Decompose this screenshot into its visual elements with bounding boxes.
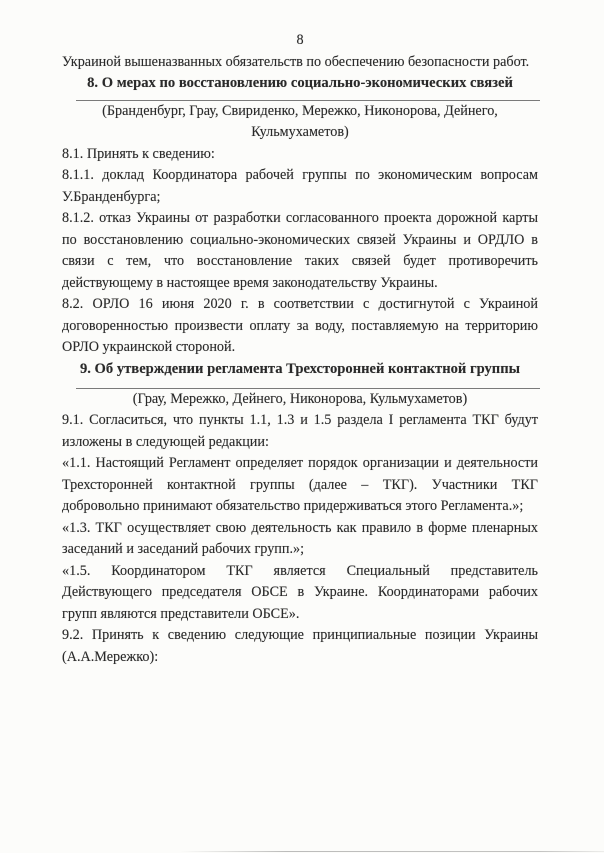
page-number: 8: [296, 32, 304, 48]
section-8-attendees: (Бранденбург, Грау, Свириденко, Мережко, Никонорова, Дейнего, Кульмухаметов): [102, 102, 498, 140]
section-9-heading: 9. Об утверждении регламента Трехсторонней контактной группы: [79, 360, 521, 377]
paragraph-8-1: 8.1. Принять к сведению:: [62, 145, 215, 162]
quote-paragraph-1-1: «1.1. Настоящий Регламент определяет порядок организации и деятельности Трехсторонней контактной группы (далее – ТКГ). Участники ТКГ добровольно принимают обязательство придерживаться этого Регламента.»;: [62, 455, 538, 514]
paragraph-9-1: 9.1. Согласиться, что пункты 1.1, 1.3 и 1.5 раздела I регламента ТКГ будут изложены в следующей редакции:: [62, 412, 538, 450]
continuation-paragraph: Украиной вышеназванных обязательств по обеспечению безопасности работ.: [62, 53, 530, 70]
paragraph-8-1-1: 8.1.1. доклад Координатора рабочей группы по экономическим вопросам У.Бранденбурга;: [62, 167, 538, 205]
scan-edge-artifact: [180, 851, 604, 852]
paragraph-8-2: 8.2. ОРЛО 16 июня 2020 г. в соответствии с достигнутой с Украиной договоренностью произвести оплату за воду, поставляемую на территорию ОРЛО украинской стороной.: [62, 296, 538, 355]
section-8-heading: 8. О мерах по восстановлению социально-экономических связей: [87, 75, 513, 91]
section-9-attendees: (Грау, Мережко, Дейнего, Никонорова, Кульмухаметов): [132, 390, 468, 407]
paragraph-9-2: 9.2. Принять к сведению следующие принципиальные позиции Украины (А.А.Мережко):: [62, 627, 538, 665]
quote-paragraph-1-5: «1.5. Координатором ТКГ является Специальный представитель Действующего председателя ОБСЕ в Украине. Координаторами рабочих групп являются представители ОБСЕ».: [62, 562, 538, 622]
paragraph-8-1-2: 8.1.2. отказ Украины от разработки согласованного проекта дорожной карты по восстановлению социально-экономических связей Украины и ОРДЛО в связи с тем, что восстановление таких связей будет противоречить действующему в настоящее время законодательству Украины.: [62, 210, 538, 291]
quote-paragraph-1-3: «1.3. ТКГ осуществляет свою деятельность как правило в форме пленарных заседаний и заседаний рабочих групп.»;: [62, 519, 538, 557]
